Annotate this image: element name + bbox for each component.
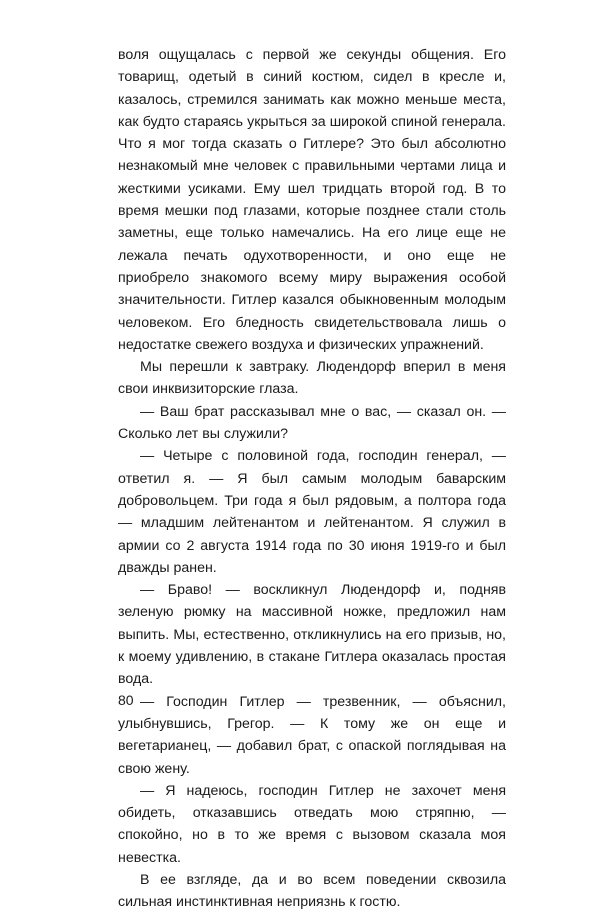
paragraph: — Четыре с половиной года, господин генерал, — ответил я. — Я был самым молодым баварским добровольцем. Три года я был рядовым, а полтора года — младшим лейтенантом и лейтенантом. Я служил в армии со 2 августа 1914 года по 30 июня 1919-го и был дважды ранен. [118, 448, 506, 576]
body-text [118, 44, 506, 914]
paragraph: — Я надеюсь, господин Гитлер не захочет меня обидеть, отказавшись отведать мою стряпню, — спокойно, но в то же время с вызовом сказала моя невестка. [118, 782, 506, 866]
paragraph: Мы перешли к завтраку. Людендорф вперил в меня свои инквизиторские глаза. [118, 359, 506, 398]
page-number: 80 [118, 692, 134, 708]
paragraph: — Ваш брат рассказывал мне о вас, — сказал он. — Сколько лет вы служили? [118, 403, 506, 443]
paragraph: воля ощущалась с первой же секунды общения. Его товарищ, одетый в синий костюм, сидел в кресле и, казалось, стремился занимать как можно меньше места, как будто стараясь укрыться за широкой спиной генерала. Что я мог тогда сказать о Гитлере? Это был абсолютно незнакомый мне человек с правильными чертами лица и жесткими усиками. Ему шел тридцать второй год. В то время мешки под глазами, которые позднее стали столь заметны, еще только намечались. На его лице еще не лежала печать одухотворенности, и оно еще не приобрело знакомого всему миру выражения особой значительности. Гитлер казался обыкновенным молодым человеком. Его бледность свидетельствовала лишь о недостатке свежего воздуха и физических упражнений. [118, 47, 506, 353]
paragraph: — Браво! — воскликнул Людендорф и, подняв зеленую рюмку на массивной ножке, предложил нам выпить. Мы, естественно, откликнулись на его призыв, но, к моему удивлению, в стакане Гитлера оказалась простая вода. [118, 582, 506, 688]
paragraph: В ее взгляде, да и во всем поведении сквозила сильная инстинктивная неприязнь к гостю. [118, 871, 506, 911]
paragraph: — Господин Гитлер — трезвенник, — объяснил, улыбнувшись, Грегор. — К тому же он еще и вегетарианец, — добавил брат, с опаской поглядывая на свою жену. [118, 693, 506, 777]
